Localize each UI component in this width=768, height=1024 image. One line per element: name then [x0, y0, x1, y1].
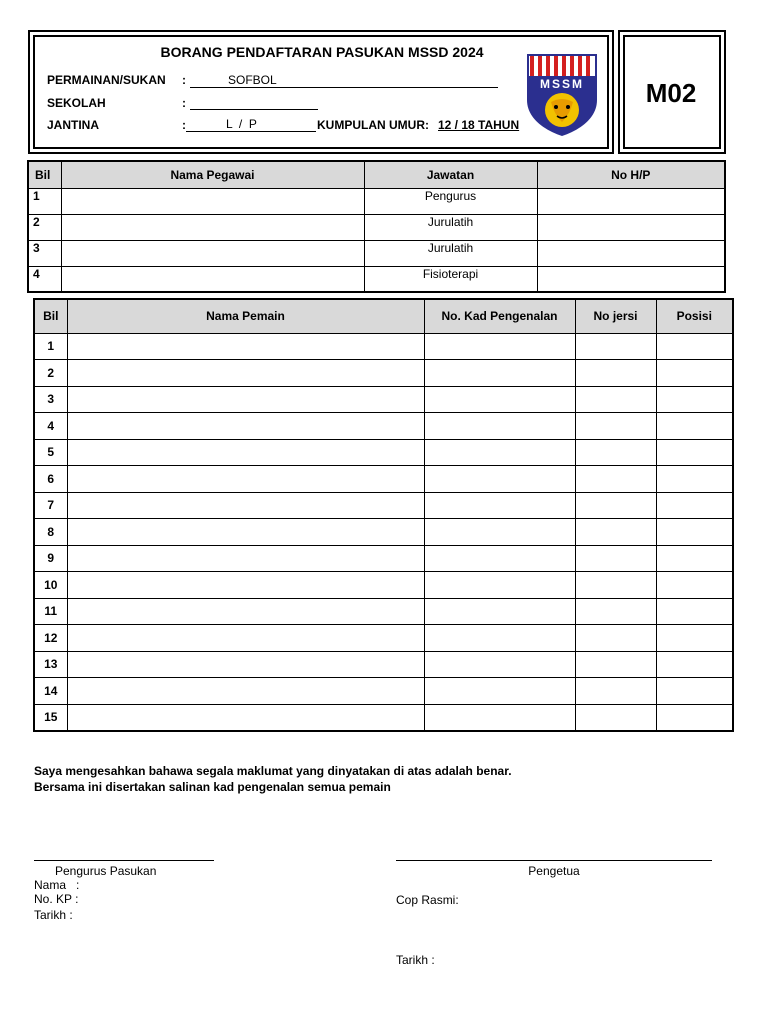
official-jawatan: Jurulatih [364, 240, 537, 266]
player-position-cell[interactable] [656, 651, 733, 678]
official-name-cell[interactable] [61, 266, 364, 292]
form-code: M02 [645, 78, 697, 108]
table-row [34, 466, 733, 493]
official-hp-cell[interactable] [537, 214, 725, 240]
player-position-cell[interactable] [656, 360, 733, 387]
player-position-cell[interactable] [656, 466, 733, 493]
form-title: BORANG PENDAFTARAN PASUKAN MSSD 2024 [160, 44, 484, 60]
table-row [34, 651, 733, 678]
player-ic-cell[interactable] [424, 333, 575, 360]
jantina-label: JANTINA [47, 118, 100, 132]
official-hp-cell[interactable] [537, 266, 725, 292]
jantina-field[interactable] [186, 117, 316, 132]
player-jersey-cell[interactable] [575, 413, 656, 440]
player-ic-cell[interactable] [424, 360, 575, 387]
player-jersey-cell[interactable] [575, 678, 656, 705]
official-jawatan: Fisioterapi [364, 266, 537, 292]
official-jawatan: Pengurus [364, 188, 537, 214]
header-bil: Bil [34, 299, 67, 333]
official-jawatan: Jurulatih [364, 214, 537, 240]
table-row [34, 360, 733, 387]
players-header-row [34, 299, 733, 333]
header-jawatan: Jawatan [364, 161, 537, 188]
official-hp-cell[interactable] [537, 240, 725, 266]
player-bil: 2 [34, 360, 67, 387]
sekolah-label: SEKOLAH [47, 96, 106, 110]
player-position-cell[interactable] [656, 545, 733, 572]
player-position-cell[interactable] [656, 333, 733, 360]
player-name-cell[interactable] [67, 439, 424, 466]
player-ic-cell[interactable] [424, 651, 575, 678]
table-row [34, 413, 733, 440]
player-position-cell[interactable] [656, 439, 733, 466]
player-name-cell[interactable] [67, 598, 424, 625]
permainan-field[interactable] [190, 73, 498, 88]
player-position-cell[interactable] [656, 572, 733, 599]
player-bil: 4 [34, 413, 67, 440]
official-bil: 3 [28, 240, 61, 266]
table-row [28, 240, 725, 266]
player-name-cell[interactable] [67, 492, 424, 519]
player-jersey-cell[interactable] [575, 572, 656, 599]
player-bil: 3 [34, 386, 67, 413]
player-position-cell[interactable] [656, 386, 733, 413]
player-jersey-cell[interactable] [575, 466, 656, 493]
player-position-cell[interactable] [656, 519, 733, 546]
player-jersey-cell[interactable] [575, 598, 656, 625]
player-position-cell[interactable] [656, 598, 733, 625]
player-name-cell[interactable] [67, 360, 424, 387]
header-no-jersi: No jersi [575, 299, 656, 333]
player-name-cell[interactable] [67, 386, 424, 413]
mssm-logo-icon [524, 52, 600, 138]
player-jersey-cell[interactable] [575, 545, 656, 572]
player-jersey-cell[interactable] [575, 492, 656, 519]
official-name-cell[interactable] [61, 188, 364, 214]
player-ic-cell[interactable] [424, 519, 575, 546]
player-bil: 13 [34, 651, 67, 678]
table-row [28, 214, 725, 240]
player-jersey-cell[interactable] [575, 360, 656, 387]
player-ic-cell[interactable] [424, 545, 575, 572]
player-bil: 12 [34, 625, 67, 652]
table-row [34, 545, 733, 572]
header-no-kad-pengenalan: No. Kad Pengenalan [424, 299, 575, 333]
player-ic-cell[interactable] [424, 413, 575, 440]
player-bil: 8 [34, 519, 67, 546]
player-ic-cell[interactable] [424, 625, 575, 652]
player-bil: 9 [34, 545, 67, 572]
official-name-cell[interactable] [61, 240, 364, 266]
player-position-cell[interactable] [656, 413, 733, 440]
player-bil: 5 [34, 439, 67, 466]
official-hp-cell[interactable] [537, 188, 725, 214]
player-name-cell[interactable] [67, 678, 424, 705]
header-nama-pegawai: Nama Pegawai [61, 161, 364, 188]
player-jersey-cell[interactable] [575, 625, 656, 652]
player-bil: 14 [34, 678, 67, 705]
player-jersey-cell[interactable] [575, 439, 656, 466]
permainan-label: PERMAINAN/SUKAN [47, 73, 166, 87]
kumpulan-value[interactable]: 12 / 18 TAHUN [438, 118, 520, 132]
table-row [34, 704, 733, 731]
pengetua-title: Pengetua [528, 864, 580, 878]
permainan-colon: : [182, 73, 186, 87]
player-jersey-cell[interactable] [575, 386, 656, 413]
confirmation-line-1: Saya mengesahkan bahawa segala maklumat yang dinyatakan di atas adalah benar. [34, 764, 512, 778]
player-position-cell[interactable] [656, 704, 733, 731]
player-ic-cell[interactable] [424, 386, 575, 413]
table-row [28, 188, 725, 214]
players-table [33, 298, 734, 732]
table-row [34, 386, 733, 413]
player-ic-cell[interactable] [424, 439, 575, 466]
signature-line-pengetua[interactable] [396, 860, 712, 861]
player-name-cell[interactable] [67, 333, 424, 360]
jantina-colon: : [182, 118, 186, 132]
player-name-cell[interactable] [67, 519, 424, 546]
player-position-cell[interactable] [656, 678, 733, 705]
header-nama-pemain: Nama Pemain [67, 299, 424, 333]
table-row [34, 678, 733, 705]
player-bil: 7 [34, 492, 67, 519]
permainan-value: SOFBOL [228, 73, 277, 87]
player-jersey-cell[interactable] [575, 704, 656, 731]
player-name-cell[interactable] [67, 413, 424, 440]
player-position-cell[interactable] [656, 492, 733, 519]
header-posisi: Posisi [656, 299, 733, 333]
officials-table [27, 160, 726, 293]
official-bil: 1 [28, 188, 61, 214]
kumpulan-label: KUMPULAN UMUR: [317, 118, 429, 132]
official-bil: 4 [28, 266, 61, 292]
player-name-cell[interactable] [67, 625, 424, 652]
table-row [34, 439, 733, 466]
confirmation-line-2: Bersama ini disertakan salinan kad pengenalan semua pemain [34, 780, 391, 794]
player-position-cell[interactable] [656, 625, 733, 652]
player-ic-cell[interactable] [424, 598, 575, 625]
player-bil: 6 [34, 466, 67, 493]
table-row [34, 598, 733, 625]
table-row [34, 625, 733, 652]
player-jersey-cell[interactable] [575, 333, 656, 360]
tarikh-left-label[interactable]: Tarikh : [34, 908, 73, 922]
player-bil: 1 [34, 333, 67, 360]
sekolah-colon: : [182, 96, 186, 110]
logo-text: MSSM [540, 77, 584, 91]
player-ic-cell[interactable] [424, 492, 575, 519]
official-bil: 2 [28, 214, 61, 240]
player-ic-cell[interactable] [424, 572, 575, 599]
player-bil: 15 [34, 704, 67, 731]
player-jersey-cell[interactable] [575, 519, 656, 546]
tarikh-right-label[interactable]: Tarikh : [396, 953, 435, 967]
pengurus-title: Pengurus Pasukan [55, 864, 157, 878]
player-name-cell[interactable] [67, 704, 424, 731]
table-row [28, 266, 725, 292]
header-bil: Bil [28, 161, 61, 188]
players-body [34, 333, 733, 731]
player-ic-cell[interactable] [424, 704, 575, 731]
officials-header-row [28, 161, 725, 188]
cop-rasmi-label[interactable]: Cop Rasmi: [396, 893, 459, 907]
nama-label[interactable]: Nama : [34, 878, 80, 892]
table-row [34, 519, 733, 546]
player-jersey-cell[interactable] [575, 651, 656, 678]
player-name-cell[interactable] [67, 651, 424, 678]
player-name-cell[interactable] [67, 572, 424, 599]
jantina-value: L / P [226, 117, 257, 131]
sekolah-field[interactable] [190, 95, 318, 110]
signature-line-pengurus[interactable] [34, 860, 214, 861]
player-bil: 10 [34, 572, 67, 599]
table-row [34, 492, 733, 519]
header-no-hp: No H/P [537, 161, 725, 188]
player-ic-cell[interactable] [424, 466, 575, 493]
official-name-cell[interactable] [61, 214, 364, 240]
player-ic-cell[interactable] [424, 678, 575, 705]
table-row [34, 333, 733, 360]
table-row [34, 572, 733, 599]
player-bil: 11 [34, 598, 67, 625]
player-name-cell[interactable] [67, 545, 424, 572]
player-name-cell[interactable] [67, 466, 424, 493]
no-kp-label[interactable]: No. KP : [34, 892, 79, 906]
